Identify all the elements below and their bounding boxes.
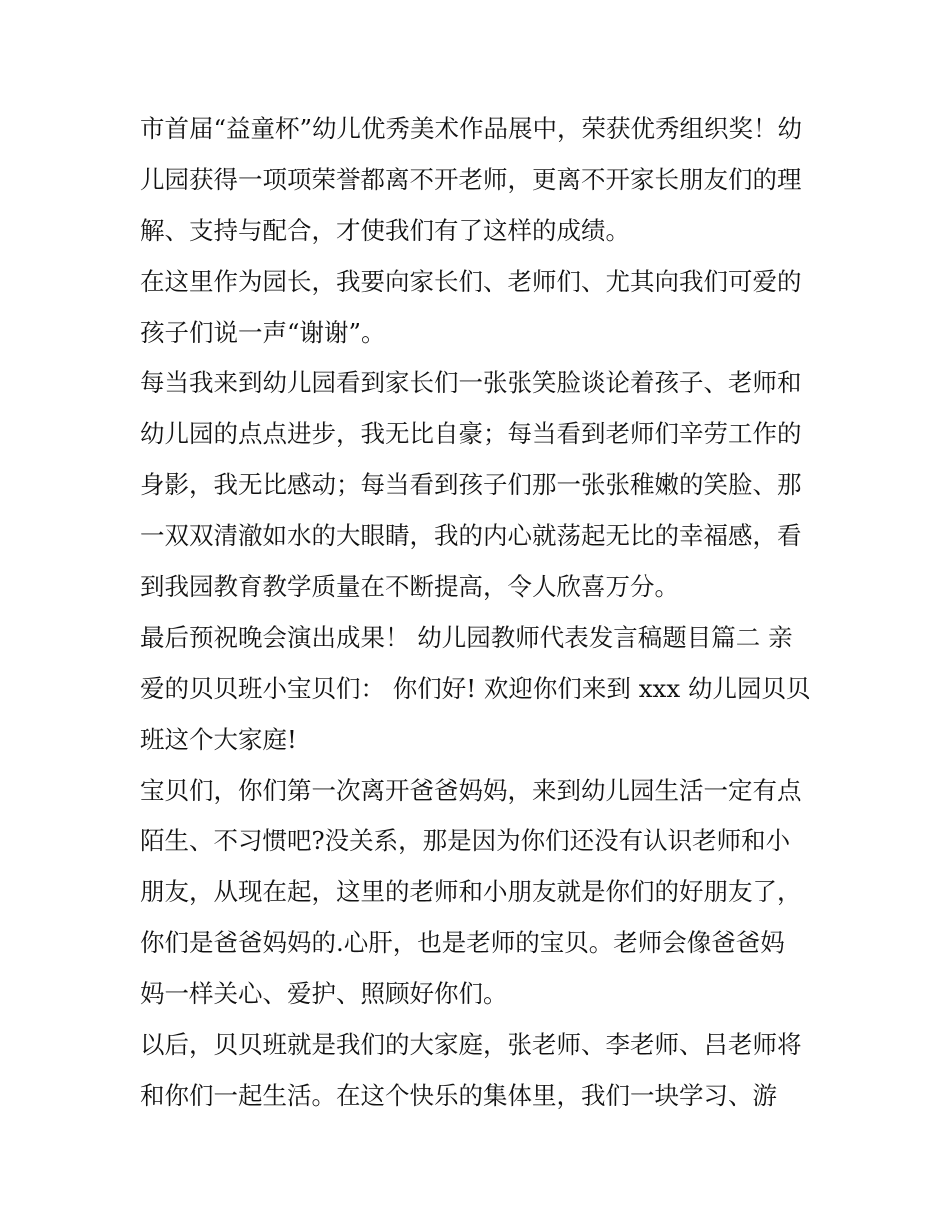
text-line: 幼儿园的点点进步，我无比自豪；每当看到老师们辛劳工作的 [140, 419, 802, 449]
text-line: 市首届“益童杯”幼儿优秀美术作品展中，荣获优秀组织奖！幼 [140, 114, 803, 143]
text-line: 妈一样关心、爱护、照顾好你们。 [140, 979, 508, 1009]
text-line: 在这里作为园长，我要向家长们、老师们、尤其向我们可爱的 [140, 266, 802, 296]
text-line: 一双双清澈如水的大眼睛，我的内心就荡起无比的幸福感，看 [140, 521, 802, 551]
text-line: 陌生、不习惯吧?没关系，那是因为你们还没有认识老师和小 [140, 826, 791, 856]
text-line: 你们是爸爸妈妈的.心肝，也是老师的宝贝。老师会像爸爸妈 [140, 928, 785, 958]
document-body [140, 104, 820, 1122]
text-line: 最后预祝晚会演出成果！ 幼儿园教师代表发言稿题目篇二 亲 [140, 622, 793, 652]
text-line: 儿园获得一项项荣誉都离不开老师，更离不开家长朋友们的理 [140, 164, 802, 194]
text-line: 宝贝们，你们第一次离开爸爸妈妈，来到幼儿园生活一定有点 [140, 775, 802, 805]
text-line: 班这个大家庭! [140, 724, 297, 754]
text-line: 孩子们说一声“谢谢”。 [140, 317, 386, 347]
text-line: 爱的贝贝班小宝贝们： 你们好! 欢迎你们来到 xxx 幼儿园贝贝 [140, 673, 811, 703]
text-line: 解、支持与配合，才使我们有了这样的成绩。 [140, 215, 630, 245]
text-line: 以后，贝贝班就是我们的大家庭，张老师、李老师、吕老师将 [140, 1030, 802, 1060]
text-line: 到我园教育教学质量在不断提高，令人欣喜万分。 [140, 572, 679, 602]
text-line: 每当我来到幼儿园看到家长们一张张笑脸谈论着孩子、老师和 [140, 368, 802, 398]
text-line: 身影，我无比感动；每当看到孩子们那一张张稚嫩的笑脸、那 [140, 470, 802, 500]
text-line: 和你们一起生活。在这个快乐的集体里，我们一块学习、游 [140, 1080, 777, 1110]
text-line: 朋友，从现在起，这里的老师和小朋友就是你们的好朋友了， [140, 877, 802, 907]
